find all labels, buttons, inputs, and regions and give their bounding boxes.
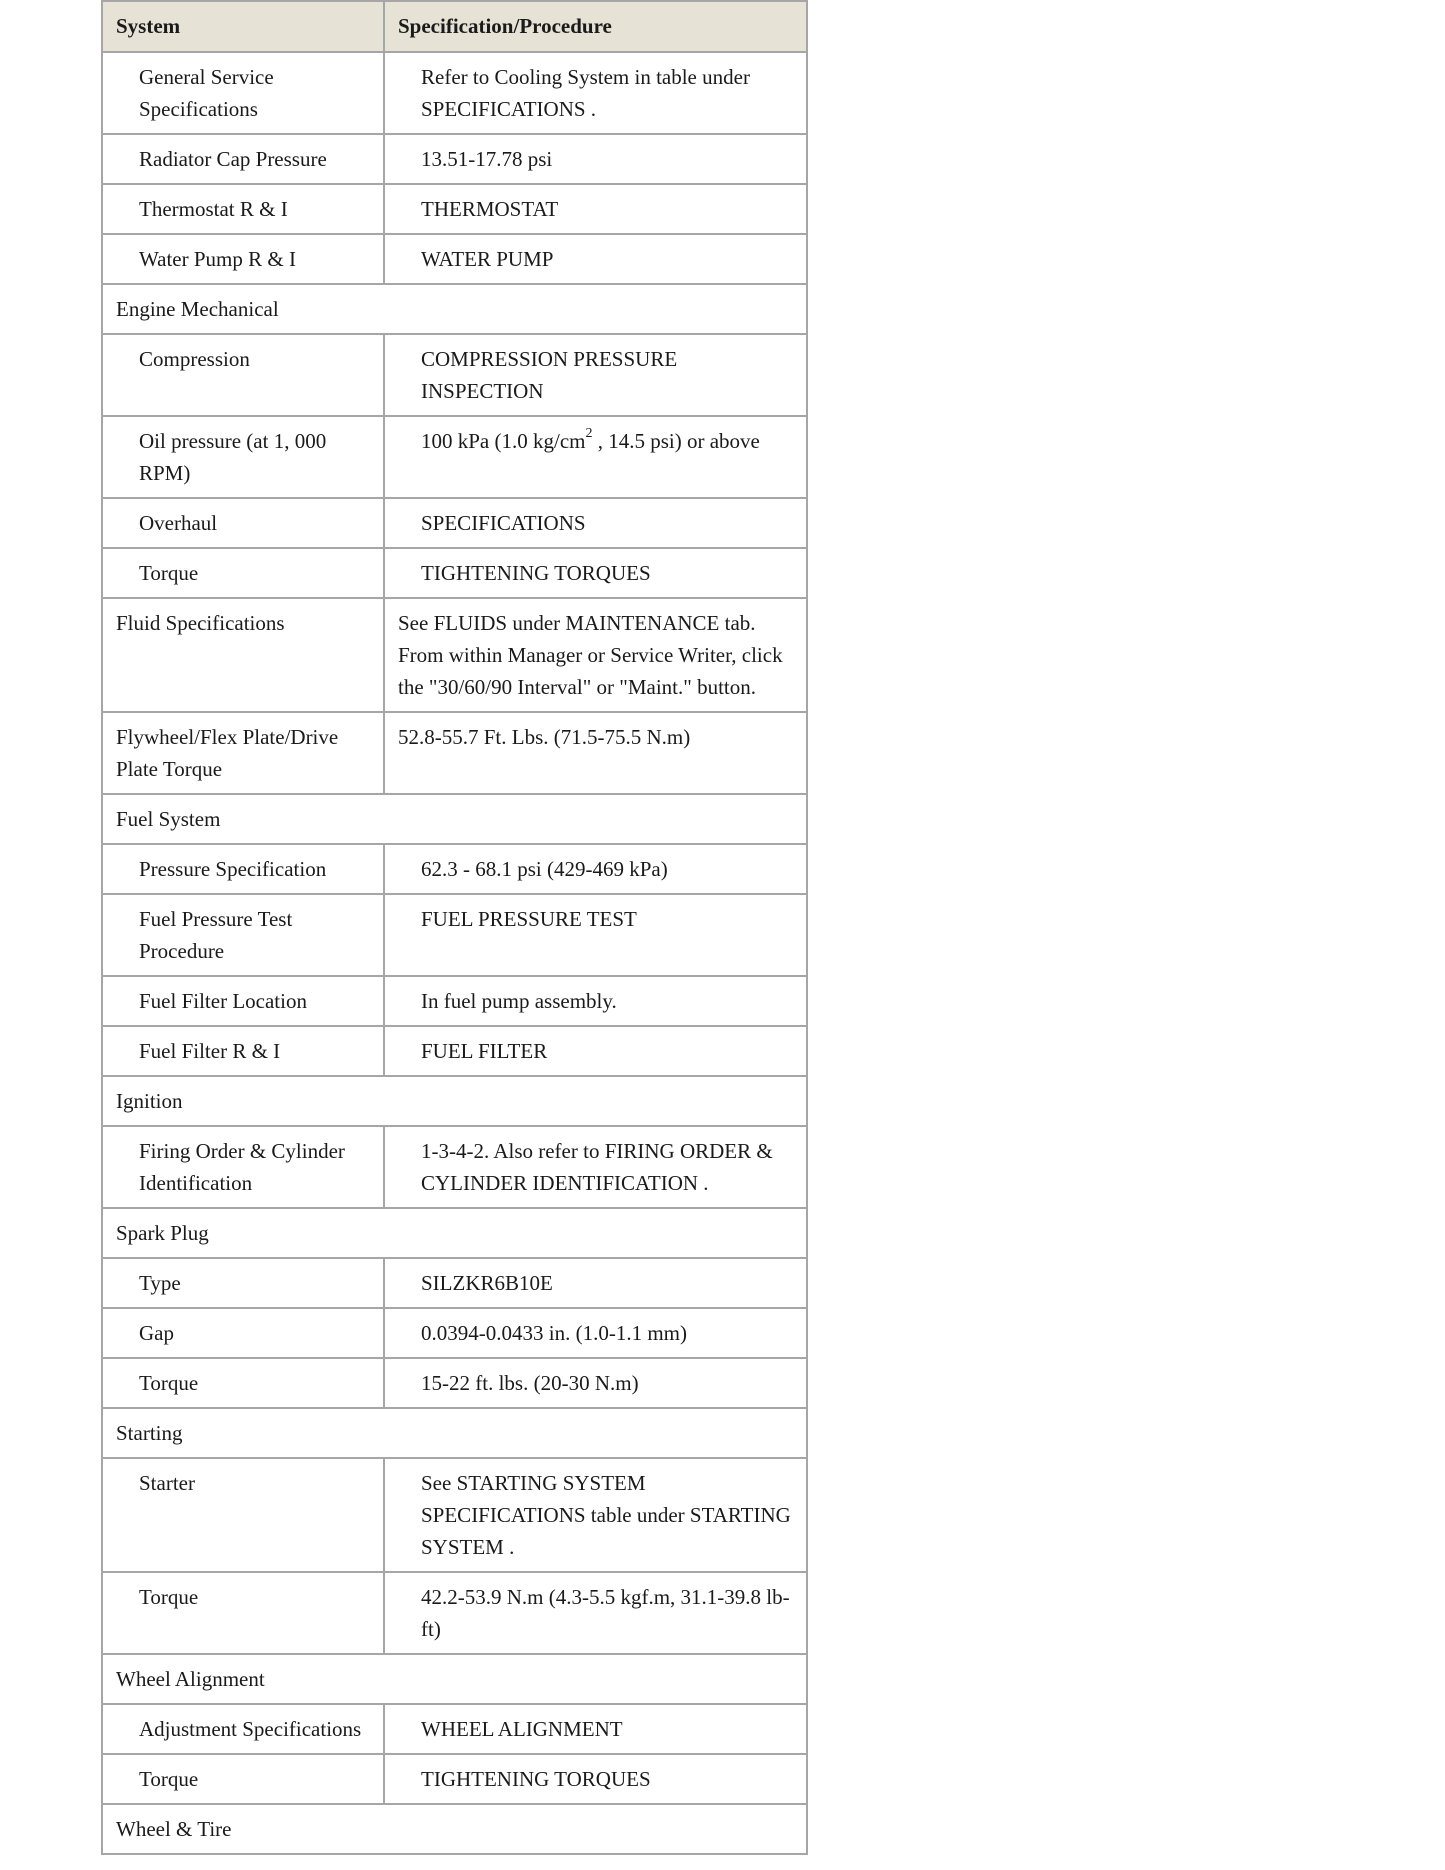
row-value (384, 416, 807, 498)
section-label: Engine Mechanical (102, 284, 807, 334)
row-value: See FLUIDS under MAINTENANCE tab. From within Manager or Service Writer, click the "30/60/90 Interval" or "Maint." button. (384, 598, 807, 712)
row-value: See STARTING SYSTEM SPECIFICATIONS table under STARTING SYSTEM . (384, 1458, 807, 1572)
table-row (102, 184, 807, 234)
row-value: 1-3-4-2. Also refer to FIRING ORDER & CYLINDER IDENTIFICATION . (384, 1126, 807, 1208)
row-label: Oil pressure (at 1, 000 RPM) (102, 416, 384, 498)
row-label: Firing Order & Cylinder Identification (102, 1126, 384, 1208)
specifications-table (101, 0, 808, 1855)
row-label: Fuel Filter R & I (102, 1026, 384, 1076)
section-label: Wheel Alignment (102, 1654, 807, 1704)
row-label: Adjustment Specifications (102, 1704, 384, 1754)
table-row (102, 548, 807, 598)
row-label: Fuel Filter Location (102, 976, 384, 1026)
row-label: Fuel Pressure Test Procedure (102, 894, 384, 976)
section-row-wheel-alignment (102, 1654, 807, 1704)
row-value: TIGHTENING TORQUES (384, 548, 807, 598)
row-value: FUEL PRESSURE TEST (384, 894, 807, 976)
section-label: Ignition (102, 1076, 807, 1126)
table-row (102, 1126, 807, 1208)
table-row (102, 416, 807, 498)
value-text: 100 kPa (1.0 kg/cm (421, 429, 586, 453)
row-value: 62.3 - 68.1 psi (429-469 kPa) (384, 844, 807, 894)
table-row (102, 234, 807, 284)
table-row (102, 712, 807, 794)
section-row-engine-mechanical (102, 284, 807, 334)
table-row (102, 844, 807, 894)
row-value: WHEEL ALIGNMENT (384, 1704, 807, 1754)
row-label: Thermostat R & I (102, 184, 384, 234)
row-value: 15-22 ft. lbs. (20-30 N.m) (384, 1358, 807, 1408)
section-label: Wheel & Tire (102, 1804, 807, 1854)
row-value: 13.51-17.78 psi (384, 134, 807, 184)
table-header (102, 1, 807, 52)
row-label: Torque (102, 1754, 384, 1804)
row-label: Compression (102, 334, 384, 416)
row-value: 52.8-55.7 Ft. Lbs. (71.5-75.5 N.m) (384, 712, 807, 794)
section-row-starting (102, 1408, 807, 1458)
table-row (102, 334, 807, 416)
superscript: 2 (585, 426, 593, 441)
header-system: System (102, 1, 384, 52)
row-label: Water Pump R & I (102, 234, 384, 284)
table-row (102, 498, 807, 548)
section-row-spark-plug (102, 1208, 807, 1258)
table-row (102, 894, 807, 976)
section-row-fuel-system (102, 794, 807, 844)
row-label: Starter (102, 1458, 384, 1572)
row-label: Gap (102, 1308, 384, 1358)
header-row (102, 1, 807, 52)
table-row (102, 1026, 807, 1076)
table-row (102, 52, 807, 134)
table-row (102, 1458, 807, 1572)
table-row (102, 976, 807, 1026)
row-value: SPECIFICATIONS (384, 498, 807, 548)
row-value: FUEL FILTER (384, 1026, 807, 1076)
row-value: COMPRESSION PRESSURE INSPECTION (384, 334, 807, 416)
section-row-ignition (102, 1076, 807, 1126)
row-label: Torque (102, 548, 384, 598)
row-value: WATER PUMP (384, 234, 807, 284)
table-row (102, 1754, 807, 1804)
value-text: , 14.5 psi) or above (592, 429, 760, 453)
row-label: Radiator Cap Pressure (102, 134, 384, 184)
row-value: 0.0394-0.0433 in. (1.0-1.1 mm) (384, 1308, 807, 1358)
row-value: Refer to Cooling System in table under SPECIFICATIONS . (384, 52, 807, 134)
header-specification-procedure: Specification/Procedure (384, 1, 807, 52)
table-row (102, 1308, 807, 1358)
section-label: Fuel System (102, 794, 807, 844)
table-row (102, 1572, 807, 1654)
section-row-wheel-and-tire (102, 1804, 807, 1854)
row-label: Flywheel/Flex Plate/Drive Plate Torque (102, 712, 384, 794)
table-row (102, 1258, 807, 1308)
row-label: Type (102, 1258, 384, 1308)
row-value: SILZKR6B10E (384, 1258, 807, 1308)
row-value: 42.2-53.9 N.m (4.3-5.5 kgf.m, 31.1-39.8 lb-ft) (384, 1572, 807, 1654)
table-row (102, 1704, 807, 1754)
section-label: Spark Plug (102, 1208, 807, 1258)
table-row (102, 134, 807, 184)
table-row (102, 1358, 807, 1408)
row-value: In fuel pump assembly. (384, 976, 807, 1026)
row-label: Pressure Specification (102, 844, 384, 894)
row-label: General Service Specifications (102, 52, 384, 134)
row-label: Torque (102, 1358, 384, 1408)
row-label: Fluid Specifications (102, 598, 384, 712)
row-label: Overhaul (102, 498, 384, 548)
section-label: Starting (102, 1408, 807, 1458)
row-value: TIGHTENING TORQUES (384, 1754, 807, 1804)
row-label: Torque (102, 1572, 384, 1654)
table-row (102, 598, 807, 712)
row-value: THERMOSTAT (384, 184, 807, 234)
